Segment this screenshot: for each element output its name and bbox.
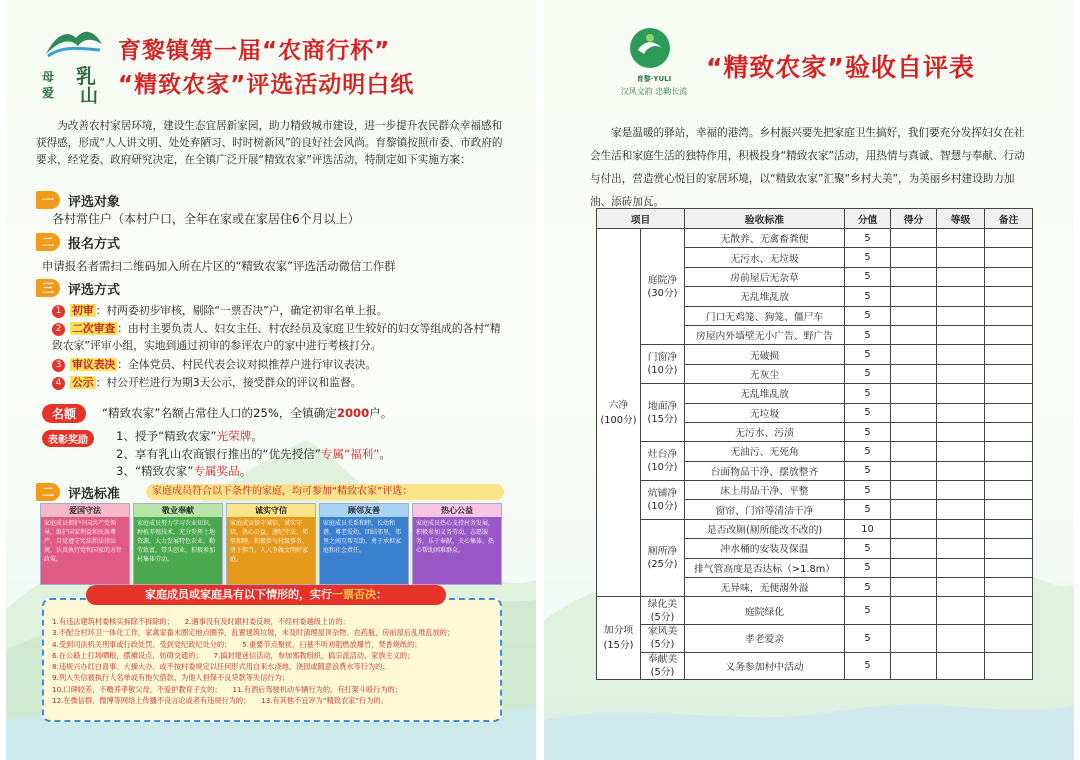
standard-cell: 无灰尘 — [685, 364, 845, 383]
card-text: 家庭成员恪守诚信，诚实守信，热心公益，遵纪守法，邻里和睦，积极参与村级事务，勇于担当，人人争做文明好家庭。 — [227, 517, 315, 584]
standard-cell: 床上用品干净、平整 — [685, 481, 845, 500]
got-score-cell[interactable] — [891, 519, 937, 538]
score-cell: 5 — [845, 325, 891, 344]
card-text: 家庭成员拥护中国共产党领导，维护国家利益和民族尊严，自觉遵守宪法和法律法规，认真执行党和国家的方针政策。 — [41, 517, 129, 584]
score-cell: 5 — [845, 461, 891, 480]
veto-item: 8.违规兴办红白喜事、大操大办、或不按村委规定以任何形式用自来水浇地、浇园或随意浪费水等行为的； — [52, 662, 390, 672]
score-cell: 5 — [845, 624, 891, 652]
table-row — [597, 442, 1033, 461]
standard-cell: 冲水桶的安装及保温 — [685, 539, 845, 558]
slogan-text: 汉风文韵 忠勤长流 — [620, 87, 688, 96]
yuli-logo — [614, 26, 694, 102]
remark-cell[interactable] — [985, 578, 1033, 597]
veto-heading-end: ： — [376, 588, 387, 601]
card-text: 家庭成员关系和睦，长幼和谐，尊老爱幼，团结邻里，邻里之间互帮互助，勇于承担家庭和社会责任。 — [320, 517, 408, 584]
grade-cell[interactable] — [937, 345, 985, 364]
step-label: 审议表决 — [72, 358, 116, 371]
grade-cell[interactable] — [937, 442, 985, 461]
table-row — [597, 519, 1033, 538]
reward-text: 3、“精致农家” — [116, 464, 194, 478]
got-score-cell[interactable] — [891, 364, 937, 383]
score-cell: 5 — [845, 558, 891, 577]
grade-cell[interactable] — [937, 624, 985, 652]
step-number: 4 — [52, 377, 65, 390]
veto-list — [42, 598, 502, 722]
quota-number: 2000 — [336, 406, 370, 420]
table-row — [597, 652, 1033, 680]
got-score-cell[interactable] — [891, 461, 937, 480]
grade-cell[interactable] — [937, 652, 985, 680]
grade-cell[interactable] — [937, 287, 985, 306]
step-number: 1 — [52, 305, 65, 318]
remark-cell[interactable] — [985, 652, 1033, 680]
section-title: 评选标准 — [68, 486, 121, 502]
table-row — [597, 624, 1033, 652]
reward-badge: 表彰奖励 — [42, 430, 94, 447]
header-remark: 备注 — [985, 209, 1033, 229]
yuli-emblem-icon — [628, 26, 672, 70]
criteria-card — [40, 503, 130, 585]
remark-cell[interactable] — [985, 229, 1033, 248]
remark-cell[interactable] — [985, 306, 1033, 325]
got-score-cell[interactable] — [891, 442, 937, 461]
quota-text: “精致农家”名额占常住人口的25%，全镇确定 — [102, 406, 337, 420]
page-title-line2: “精致农家”评选活动明白纸 — [118, 72, 415, 98]
veto-heading-highlight: 一票否决 — [332, 588, 376, 601]
remark-cell[interactable] — [985, 519, 1033, 538]
score-cell: 5 — [845, 345, 891, 364]
reward-1 — [116, 428, 263, 444]
standard-cell: 庭院绿化 — [685, 597, 845, 625]
standard-cell: 排气管高度是否达标（>1.8m） — [685, 558, 845, 577]
standard-cell: 房前屋后无杂草 — [685, 267, 845, 286]
grade-cell[interactable] — [937, 558, 985, 577]
sub-item-cell: 厕所净 (25分) — [641, 519, 685, 597]
remark-cell[interactable] — [985, 325, 1033, 344]
table-header-row — [597, 209, 1033, 229]
remark-cell[interactable] — [985, 248, 1033, 267]
criteria-cards — [40, 503, 502, 585]
standard-cell: 无破损 — [685, 345, 845, 364]
veto-item: 4.受到司法机关刑事或行政处罚、受到党纪政纪处分的； 5.重要节点聚扰、扫墓不听劝阻燃放爆竹，焚香烧纸的； — [52, 639, 422, 649]
grade-cell[interactable] — [937, 422, 985, 441]
grade-cell[interactable] — [937, 248, 985, 267]
logo-char-mu: 母 — [42, 70, 55, 84]
table-row — [597, 229, 1033, 248]
step-text: ：由村主要负责人、妇女主任、村农经员及家庭卫生较好的妇女等组成的各村“精致农家”评审小组，实地到通过初审的参评农户的家中进行考核打分。 — [52, 322, 501, 352]
standard-cell: 无乱堆乱放 — [685, 384, 845, 403]
veto-item: 1.有违法建筑村委核实拆除不拆除的； 2.遇事没有及时跟村委反映，不经村委越级上访的； — [52, 617, 350, 626]
score-cell: 5 — [845, 229, 891, 248]
score-cell: 5 — [845, 248, 891, 267]
veto-heading — [86, 585, 446, 605]
got-score-cell[interactable] — [891, 306, 937, 325]
got-score-cell[interactable] — [891, 267, 937, 286]
step-4 — [52, 374, 502, 391]
standard-cell: 无污水、污渍 — [685, 422, 845, 441]
got-score-cell[interactable] — [891, 578, 937, 597]
standard-cell: 无垃圾 — [685, 403, 845, 422]
got-score-cell[interactable] — [891, 481, 937, 500]
sub-item-cell: 炕铺净 (10分) — [641, 481, 685, 520]
signup-text: 申请报名者需扫二维码加入所在片区的“精致农家”评选活动微信工作群 — [42, 259, 396, 273]
criteria-intro: 家庭成员符合以下条件的家庭，均可参加“精致农家”评选： — [146, 484, 504, 500]
veto-heading-text: 家庭成员或家庭具有以下情形的，实行 — [145, 588, 332, 601]
section-method-heading — [36, 278, 120, 298]
card-title: 爱国守法 — [41, 504, 129, 517]
page-title-line1: 育黎镇第一届“农商行杯” — [118, 38, 391, 64]
standard-cell: 无乱堆乱放 — [685, 287, 845, 306]
score-cell: 5 — [845, 500, 891, 519]
veto-item: 12.在微信群、微博等网络上传播不良言论或者有违规行为的； 13.有其他不宜评为“精致农家”行为的。 — [52, 696, 388, 706]
score-cell: 5 — [845, 578, 891, 597]
score-cell: 5 — [845, 384, 891, 403]
sub-item-cell: 灶台净 (10分) — [641, 442, 685, 481]
reward-highlight: 光荣牌 — [216, 429, 252, 443]
remark-cell[interactable] — [985, 500, 1033, 519]
reward-end: 。 — [239, 464, 252, 478]
page-title: “精致农家”验收自评表 — [706, 53, 975, 82]
step-text: ：村公开栏进行为期3天公示，接受群众的评议和监督。 — [95, 376, 362, 389]
got-score-cell[interactable] — [891, 500, 937, 519]
standard-cell: 无异味，无便溺外溢 — [685, 578, 845, 597]
score-cell: 5 — [845, 652, 891, 680]
step-label: 初审 — [72, 304, 94, 317]
section-number: 一 — [36, 191, 60, 209]
score-cell: 5 — [845, 481, 891, 500]
remark-cell[interactable] — [985, 267, 1033, 286]
grade-cell[interactable] — [937, 364, 985, 383]
card-text: 家庭成员热心支持村务发展，积极参加义务劳动、志愿服务，乐于奉献，关心集体，热心帮助困难群众。 — [413, 517, 501, 584]
step-text: ：村两委初步审核，剔除“一票否决”户，确定初审名单上报。 — [95, 304, 388, 317]
reward-highlight: 专属“福利” — [320, 447, 380, 461]
standard-cell: 孝老爱亲 — [685, 624, 845, 652]
step-label: 公示 — [72, 376, 94, 389]
score-cell: 5 — [845, 442, 891, 461]
score-cell: 5 — [845, 539, 891, 558]
score-cell: 5 — [845, 403, 891, 422]
quota-line — [102, 405, 392, 421]
header-score: 分值 — [845, 209, 891, 229]
remark-cell[interactable] — [985, 442, 1033, 461]
card-title: 敬业奉献 — [134, 504, 222, 517]
score-cell: 5 — [845, 306, 891, 325]
remark-cell[interactable] — [985, 624, 1033, 652]
step-number: 2 — [52, 323, 65, 336]
veto-item: 3.不配合村环卫一体化工作，家禽家畜未圈定地点圈养，乱置建筑垃圾，未及时清理屋顶杂物、农药瓶，房前屋后乱堆乱放的； — [52, 628, 455, 638]
standard-cell: 无散养、无禽畜粪便 — [685, 229, 845, 248]
reward-end: 。 — [379, 447, 391, 461]
step-number: 3 — [52, 359, 65, 372]
got-score-cell[interactable] — [891, 403, 937, 422]
card-title: 热心公益 — [413, 504, 501, 517]
step-3 — [52, 356, 502, 373]
remark-cell[interactable] — [985, 364, 1033, 383]
left-page — [6, 0, 536, 760]
section-criteria-heading — [36, 482, 120, 502]
table-row — [597, 384, 1033, 403]
criteria-card — [412, 503, 502, 585]
veto-item: 6.在公路上打场晒粮，摆摊设点，妨碍交通的； 7.搞封建迷信活动，参加邪教组织，搞宗派活动，家族主义的； — [52, 650, 415, 660]
remark-cell[interactable] — [985, 345, 1033, 364]
remark-cell[interactable] — [985, 481, 1033, 500]
remark-cell[interactable] — [985, 461, 1033, 480]
step-1 — [52, 302, 502, 319]
logo-char-shan: 山 — [80, 86, 98, 107]
header-got: 得分 — [891, 209, 937, 229]
remark-cell[interactable] — [985, 403, 1033, 422]
grade-cell[interactable] — [937, 519, 985, 538]
veto-item: 10.口碑较差，不赡养孝敬父母，不爱护教育子女的； 11.有酒后驾驶机动车辆行为的，有打架斗殴行为的； — [52, 684, 402, 694]
header-grade: 等级 — [937, 209, 985, 229]
got-score-cell[interactable] — [891, 384, 937, 403]
sub-item-cell: 绿化美 (5分) — [641, 597, 685, 625]
reward-3 — [116, 463, 251, 479]
sub-item-cell: 家风美 (5分) — [641, 624, 685, 652]
remark-cell[interactable] — [985, 422, 1033, 441]
group-cell: 六净 (100分) — [597, 229, 641, 597]
standard-cell: 门口无鸡笼、狗笼、僵尸车 — [685, 306, 845, 325]
section-title: 评选方式 — [68, 282, 121, 298]
got-score-cell[interactable] — [891, 422, 937, 441]
standard-cell: 无污水、无垃圾 — [685, 248, 845, 267]
grade-cell[interactable] — [937, 384, 985, 403]
remark-cell[interactable] — [985, 539, 1033, 558]
got-score-cell[interactable] — [891, 345, 937, 364]
score-cell: 5 — [845, 422, 891, 441]
got-score-cell[interactable] — [891, 325, 937, 344]
grade-cell[interactable] — [937, 597, 985, 625]
grade-cell[interactable] — [937, 500, 985, 519]
card-text: 家庭成员努力学习农业知识，种植养殖技术，充分发挥土地资源，大力发展特色农业，勤劳致富，带头创业，积极参加村集体劳动。 — [134, 517, 222, 584]
table-row — [597, 481, 1033, 500]
intro-paragraph: 为改善农村家居环境，建设生态宜居新家园，助力精致城市建设，进一步提升农民群众幸福感和获得感，形成“人人讲文明、处处弃陋习、时时树新风”的良好社会风尚。育黎镇按照市委、市政府的要求，经党委、政府研究决定，在全镇广泛开展“精致农家”评选活动，特制定如下实施方案： — [36, 120, 503, 166]
brand-text: 育黎·YULI — [636, 75, 672, 83]
got-score-cell[interactable] — [891, 229, 937, 248]
standard-cell: 是否改厕(厕所能改不改的) — [685, 519, 845, 538]
right-page — [544, 0, 1074, 760]
standard-cell: 台面物品干净、摆放整齐 — [685, 461, 845, 480]
section-number: 二 — [36, 483, 60, 501]
mountain-logo-icon — [44, 24, 104, 58]
evaluation-table — [596, 208, 1033, 680]
step-2 — [52, 320, 502, 354]
remark-cell[interactable] — [985, 597, 1033, 625]
remark-cell[interactable] — [985, 287, 1033, 306]
table-row — [597, 345, 1033, 364]
group-cell: 加分项 (15分) — [597, 597, 641, 680]
section-title: 报名方式 — [68, 236, 121, 252]
criteria-card — [133, 503, 223, 585]
standard-cell: 窗帘、门帘等清洁干净 — [685, 500, 845, 519]
got-score-cell[interactable] — [891, 624, 937, 652]
standard-cell: 房屋内外墙壁无小广告、野广告 — [685, 325, 845, 344]
step-label: 二次审查 — [72, 322, 116, 335]
township-logo — [38, 24, 110, 106]
quota-unit: 户。 — [369, 406, 393, 420]
logo-char-ai: 爱 — [42, 86, 55, 100]
reward-2 — [116, 446, 391, 462]
grade-cell[interactable] — [937, 461, 985, 480]
section-number: 三 — [36, 279, 60, 297]
reward-end: 。 — [251, 429, 263, 443]
grade-cell[interactable] — [937, 578, 985, 597]
step-text: ：全体党员、村民代表会议对拟推荐户进行审议表决。 — [117, 358, 377, 371]
sub-item-cell: 庭院净 (30分) — [641, 229, 685, 345]
grade-cell[interactable] — [937, 267, 985, 286]
sub-item-cell: 奉献美 (5分) — [641, 652, 685, 680]
score-cell: 5 — [845, 267, 891, 286]
card-title: 顾邻友善 — [320, 504, 408, 517]
section-signup-heading — [36, 232, 120, 252]
score-cell: 5 — [845, 287, 891, 306]
standard-cell: 无油污、无死角 — [685, 442, 845, 461]
got-score-cell[interactable] — [891, 597, 937, 625]
sub-item-cell: 地面净 (15分) — [641, 384, 685, 442]
got-score-cell[interactable] — [891, 558, 937, 577]
quota-badge: 名额 — [42, 404, 86, 423]
grade-cell[interactable] — [937, 403, 985, 422]
grade-cell[interactable] — [937, 481, 985, 500]
remark-cell[interactable] — [985, 558, 1033, 577]
target-text: 各村常住户（本村户口，全年在家或在家居住6个月以上） — [52, 212, 360, 226]
grade-cell[interactable] — [937, 229, 985, 248]
score-cell: 5 — [845, 364, 891, 383]
logo-char-ru: 乳 — [76, 64, 96, 88]
score-cell: 10 — [845, 519, 891, 538]
standard-cell: 义务参加村中活动 — [685, 652, 845, 680]
intro-paragraph: 家是温暖的驿站，幸福的港湾。乡村振兴要先把家庭卫生搞好，我们要充分发挥妇女在社会生活和家庭生活的独特作用，积极投身“精致农家”活动，用热情与真诚、智慧与奉献、行动与付出，营造赏心悦目的家居环境，以“精致农家”汇聚“乡村大美”，为美丽乡村建设助力加油、添砖加瓦。 — [590, 127, 1025, 208]
grade-cell[interactable] — [937, 539, 985, 558]
section-target-heading — [36, 190, 120, 210]
got-score-cell[interactable] — [891, 652, 937, 680]
table-row — [597, 597, 1033, 625]
grade-cell[interactable] — [937, 325, 985, 344]
reward-text: 1、授予“精致农家” — [116, 429, 217, 443]
got-score-cell[interactable] — [891, 539, 937, 558]
reward-highlight: 专属奖品 — [193, 464, 240, 478]
grade-cell[interactable] — [937, 306, 985, 325]
criteria-card — [226, 503, 316, 585]
criteria-card — [319, 503, 409, 585]
got-score-cell[interactable] — [891, 248, 937, 267]
remark-cell[interactable] — [985, 384, 1033, 403]
reward-text: 2、享有乳山农商银行推出的“优先授信” — [116, 447, 321, 461]
veto-item: 9.列入失信被执行人名单或有拖欠借款、为他人担保不良贷款等失信行为； — [52, 673, 289, 683]
card-title: 诚实守信 — [227, 504, 315, 517]
section-number: 二 — [36, 233, 60, 251]
score-cell: 5 — [845, 597, 891, 625]
sub-item-cell: 门窗净 (10分) — [641, 345, 685, 384]
got-score-cell[interactable] — [891, 287, 937, 306]
header-item: 项目 — [597, 209, 685, 229]
section-title: 评选对象 — [68, 194, 121, 210]
header-standard: 验收标准 — [685, 209, 845, 229]
